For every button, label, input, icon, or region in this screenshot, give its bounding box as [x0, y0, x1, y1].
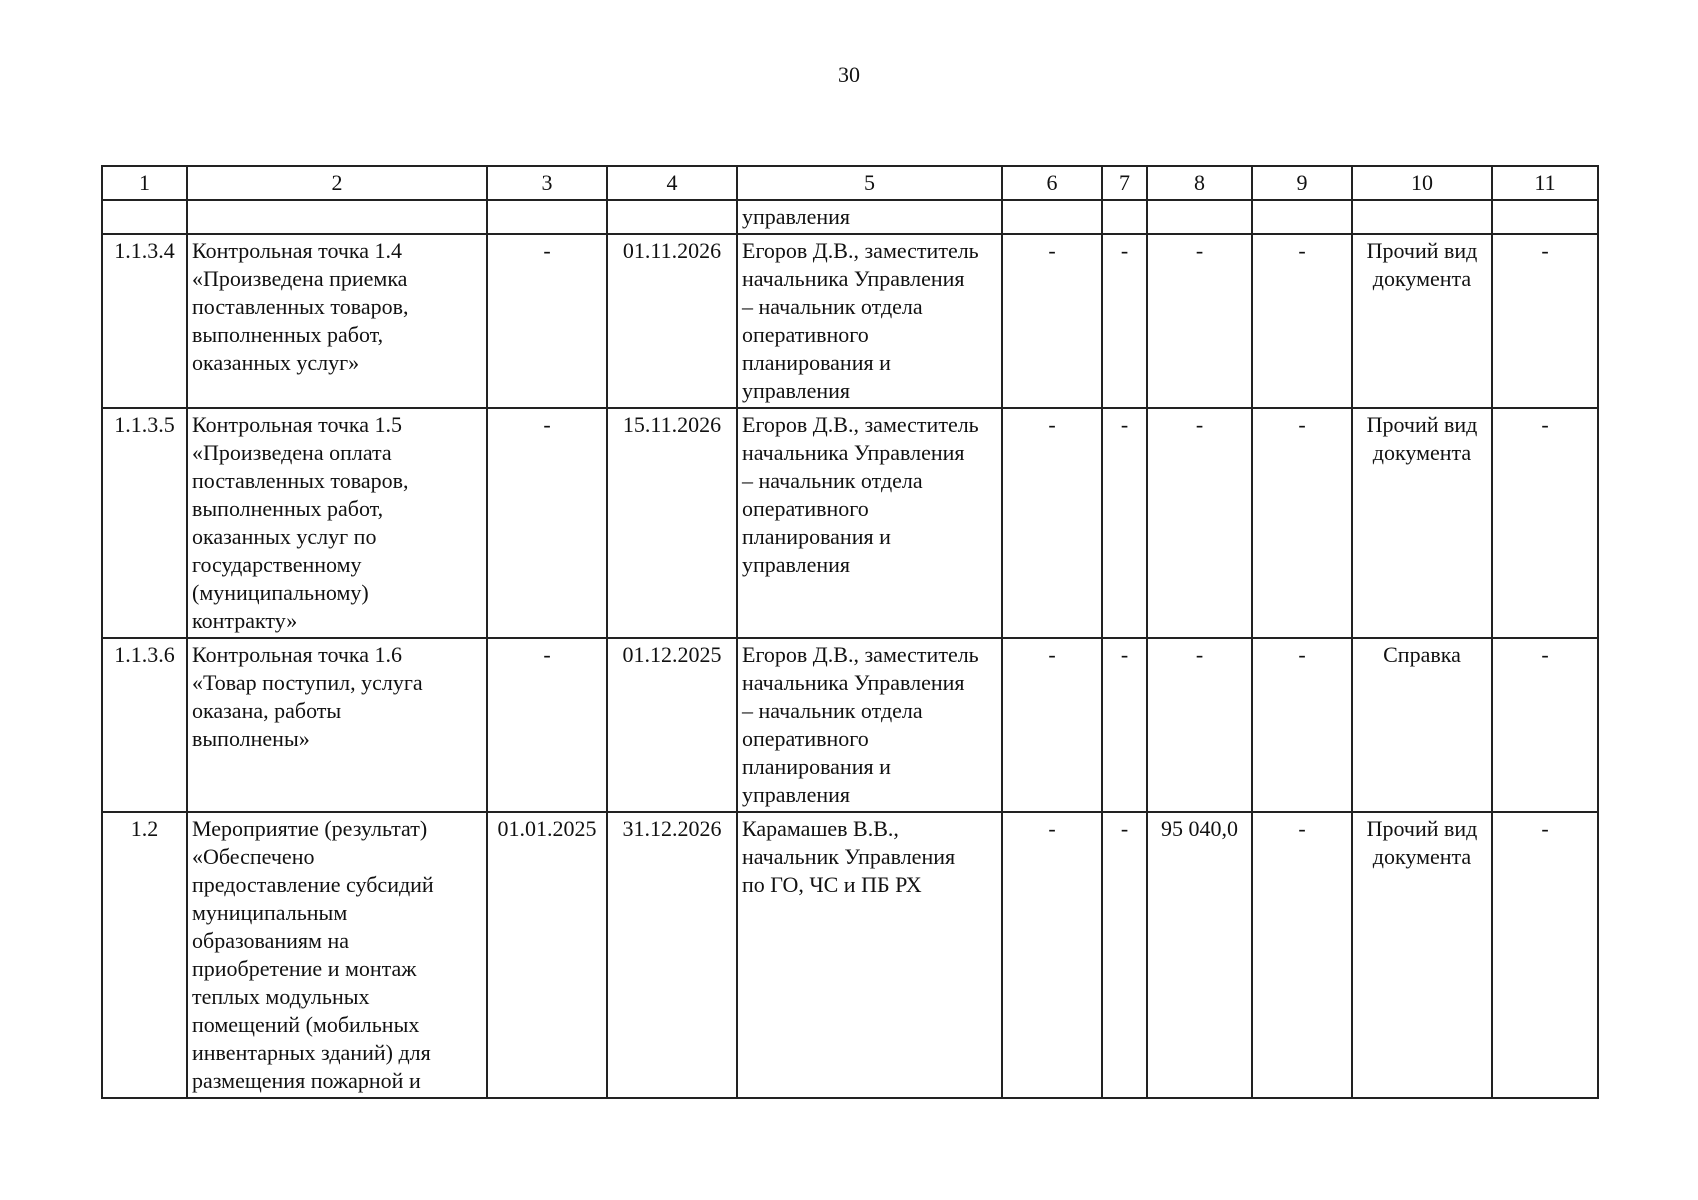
col-header-2: 2 [187, 166, 487, 200]
table-cell [1352, 200, 1492, 234]
row-end-date: 01.12.2025 [607, 638, 737, 812]
table-cell [1102, 200, 1147, 234]
row-col-9: - [1252, 638, 1352, 812]
col-header-9: 9 [1252, 166, 1352, 200]
row-start-date: - [487, 234, 607, 408]
col-header-10: 10 [1352, 166, 1492, 200]
row-number: 1.1.3.5 [102, 408, 187, 638]
table-cell [1002, 200, 1102, 234]
row-start-date: - [487, 638, 607, 812]
row-col-8: 95 040,0 [1147, 812, 1252, 1098]
row-col-7: - [1102, 638, 1147, 812]
row-col-6: - [1002, 812, 1102, 1098]
row-col-11: - [1492, 408, 1598, 638]
table-cell [487, 200, 607, 234]
row-col-7: - [1102, 812, 1147, 1098]
row-number: 1.1.3.4 [102, 234, 187, 408]
table-cell [607, 200, 737, 234]
row-responsible: Егоров Д.В., заместитель начальника Управления – начальник отдела оперативного планирования и управления [737, 638, 1002, 812]
row-number: 1.1.3.6 [102, 638, 187, 812]
row-end-date: 15.11.2026 [607, 408, 737, 638]
row-col-11: - [1492, 812, 1598, 1098]
table-cell [102, 200, 187, 234]
col-header-7: 7 [1102, 166, 1147, 200]
row-responsible: Егоров Д.В., заместитель начальника Управления – начальник отдела оперативного планирования и управления [737, 408, 1002, 638]
row-end-date: 31.12.2026 [607, 812, 737, 1098]
table-cell [1147, 200, 1252, 234]
row-col-7: - [1102, 234, 1147, 408]
table-cell [187, 200, 487, 234]
col-header-5: 5 [737, 166, 1002, 200]
row-document-type: Справка [1352, 638, 1492, 812]
header-row [102, 166, 1598, 200]
row-col-6: - [1002, 234, 1102, 408]
row-document-type: Прочий вид документа [1352, 234, 1492, 408]
col-header-1: 1 [102, 166, 187, 200]
table-row [102, 812, 1598, 1098]
col-header-3: 3 [487, 166, 607, 200]
schedule-table [101, 165, 1599, 1099]
col-header-8: 8 [1147, 166, 1252, 200]
row-start-date: - [487, 408, 607, 638]
col-header-4: 4 [607, 166, 737, 200]
table-row [102, 234, 1598, 408]
row-col-9: - [1252, 234, 1352, 408]
col-header-11: 11 [1492, 166, 1598, 200]
row-description: Контрольная точка 1.5 «Произведена оплата поставленных товаров, выполненных работ, оказанных услуг по государственному (муниципальному) контракту» [187, 408, 487, 638]
row-description: Контрольная точка 1.4 «Произведена приемка поставленных товаров, выполненных работ, оказанных услуг» [187, 234, 487, 408]
table-cell [1492, 200, 1598, 234]
row-document-type: Прочий вид документа [1352, 812, 1492, 1098]
row-responsible: Карамашев В.В., начальник Управления по ГО, ЧС и ПБ РХ [737, 812, 1002, 1098]
row-responsible: Егоров Д.В., заместитель начальника Управления – начальник отдела оперативного планирования и управления [737, 234, 1002, 408]
row-col-9: - [1252, 408, 1352, 638]
row-document-type: Прочий вид документа [1352, 408, 1492, 638]
row-col-7: - [1102, 408, 1147, 638]
table-cell [1252, 200, 1352, 234]
row-col-9: - [1252, 812, 1352, 1098]
row-description: Мероприятие (результат) «Обеспечено предоставление субсидий муниципальным образованиям на приобретение и монтаж теплых модульных помещений (мобильных инвентарных зданий) для размещения пожарной и [187, 812, 487, 1098]
table-row [102, 638, 1598, 812]
row-col-8: - [1147, 408, 1252, 638]
col-header-6: 6 [1002, 166, 1102, 200]
row-col-8: - [1147, 234, 1252, 408]
table-row [102, 408, 1598, 638]
row-col-11: - [1492, 638, 1598, 812]
row-col-6: - [1002, 408, 1102, 638]
row-col-11: - [1492, 234, 1598, 408]
row-number: 1.2 [102, 812, 187, 1098]
row-end-date: 01.11.2026 [607, 234, 737, 408]
row-col-6: - [1002, 638, 1102, 812]
table-cell: управления [737, 200, 1002, 234]
row-col-8: - [1147, 638, 1252, 812]
continuation-row [102, 200, 1598, 234]
page-number: 30 [838, 62, 860, 87]
row-description: Контрольная точка 1.6 «Товар поступил, услуга оказана, работы выполнены» [187, 638, 487, 812]
row-start-date: 01.01.2025 [487, 812, 607, 1098]
